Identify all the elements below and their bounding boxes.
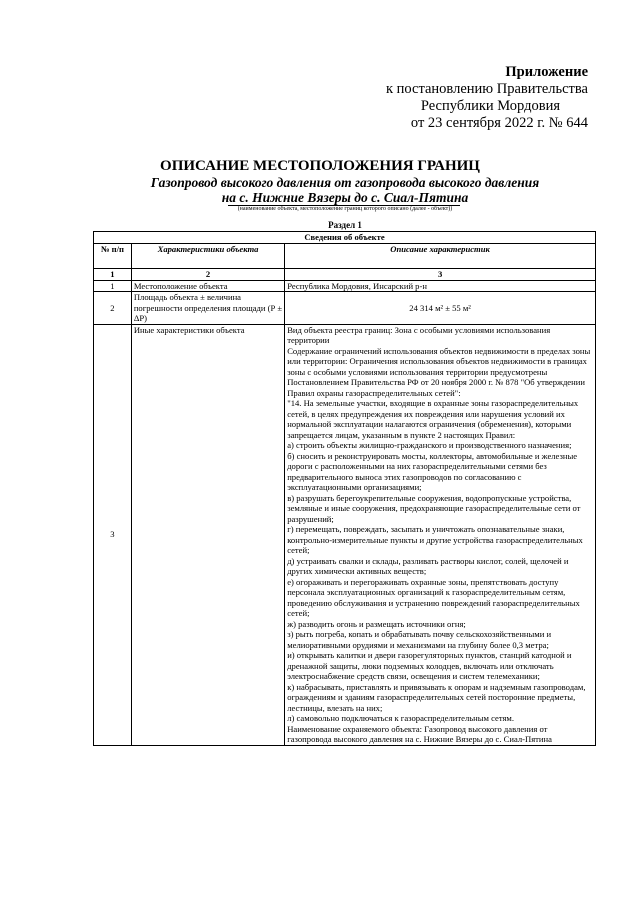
table-row	[94, 324, 596, 745]
header-num: № п/п	[94, 244, 132, 269]
description-paragraph: а) строить объекты жилищно-гражданского и производственного назначения;	[287, 440, 572, 450]
table-title: Сведения об объекте	[94, 232, 596, 244]
column-number-row	[94, 269, 596, 281]
document-title: ОПИСАНИЕ МЕСТОПОЛОЖЕНИЯ ГРАНИЦ	[160, 158, 480, 174]
subtitle-line-1: Газопровод высокого давления от газопровода высокого давления	[150, 175, 540, 190]
column-number: 1	[94, 269, 132, 281]
row-characteristic: Иные характеристики объекта	[131, 324, 284, 745]
table-row	[94, 280, 596, 292]
header-characteristic: Характеристики объекта	[131, 244, 284, 269]
appendix-line-3: от 23 сентября 2022 г. № 644	[410, 115, 588, 131]
column-number: 2	[131, 269, 284, 281]
appendix-line-1: к постановлению Правительства	[386, 81, 588, 97]
description-paragraph: Вид объекта реестра границ: Зона с особыми условиями использования территории	[287, 324, 551, 345]
description-paragraph: д) устраивать свалки и склады, разливать растворы кислот, солей, щелочей и других химически активных веществ;	[287, 555, 569, 576]
row-num: 3	[94, 324, 132, 745]
column-number: 3	[285, 269, 596, 281]
description-paragraph: Содержание ограничений использования объектов недвижимости в пределах зоны или территории: Ограничения использования объектов недвижимости в границах зоны с особыми условиями использования территории предусмотрены Постановлением Правительства РФ от 20 ноября 2000 г. № 878 "Об утверждении Правил охраны газораспределительных сетей":	[287, 345, 591, 398]
table-row	[94, 292, 596, 325]
document-subtitle	[0, 175, 640, 205]
description-paragraph: л) самовольно подключаться к газораспределительным сетям.	[287, 713, 515, 723]
row-num: 1	[94, 280, 132, 292]
description-paragraph: б) сносить и реконструировать мосты, коллекторы, автомобильные и железные дороги с расположенными на них газораспределительными сетями без предварительного выноса этих газопроводов по согласованию с эксплуатационными организациями;	[287, 450, 578, 492]
row-description: 24 314 м² ± 55 м²	[285, 292, 596, 325]
appendix-title: Приложение	[505, 64, 588, 80]
description-paragraph: в) разрушать берегоукрепительные сооружения, водопропускные устройства, земляные и иные сооружения, предохраняющие газораспределительные сети от разрушений;	[287, 492, 581, 524]
description-paragraph: з) рыть погреба, копать и обрабатывать почву сельскохозяйственными и мелиоративными орудиями и механизмами на глубину более 0,3 метра;	[287, 629, 552, 650]
row-num: 2	[94, 292, 132, 325]
row-characteristic: Местоположение объекта	[131, 280, 284, 292]
table-header-row	[94, 244, 596, 269]
appendix-block	[386, 64, 588, 132]
row-characteristic: Площадь объекта ± величина погрешности определения площади (Р ± ΔР)	[131, 292, 284, 325]
subtitle-line-2: на с. Нижние Вязеры до с. Сиал-Пятина	[221, 190, 469, 205]
subtitle-caption: (наименование объекта, местоположение границ которого описано (далее - объект))	[237, 206, 453, 212]
appendix-line-2: Республики Мордовия	[420, 98, 560, 114]
description-paragraph: е) огораживать и перегораживать охранные зоны, препятствовать доступу персонала эксплуатационных организаций к газораспределительным сетям, проведению обслуживания и устранению повреждений газораспределительных сетей;	[287, 576, 580, 618]
description-paragraph: к) набрасывать, приставлять и привязывать к опорам и надземным газопроводам, ограждениям и зданиям газораспределительных сетей посторонние предметы, лестницы, влезать на них;	[287, 681, 586, 713]
row-description: Республика Мордовия, Инсарский р-н	[285, 280, 596, 292]
description-paragraph: г) перемещать, повреждать, засыпать и уничтожать опознавательные знаки, контрольно-измерительные пункты и другие устройства газораспределительных сетей;	[287, 524, 583, 555]
description-paragraph: "14. На земельные участки, входящие в охранные зоны газораспределительных сетей, в целях предупреждения их повреждения или нарушения условий их нормальной эксплуатации налагаются ограничения (обременения), которыми запрещается лицам, указанным в пункте 2 настоящих Правил:	[287, 398, 579, 440]
row-description	[285, 324, 596, 745]
description-paragraph: Наименование охраняемого объекта: Газопровод высокого давления от газопровода высокого давления на с. Нижние Вязеры до с. Сиал-Пятина	[287, 723, 552, 744]
description-paragraph: ж) разводить огонь и размещать источники огня;	[287, 618, 466, 629]
object-info-table	[93, 231, 596, 746]
description-paragraph: и) открывать калитки и двери газорегуляторных пунктов, станций катодной и дренажной защиты, люки подземных колодцев, включать или отключать электроснабжение средств связи, освещения и систем телемеханики;	[287, 650, 572, 681]
section-label: Раздел 1	[328, 220, 362, 230]
table-title-row	[94, 232, 596, 244]
header-description: Описание характеристик	[285, 244, 596, 269]
